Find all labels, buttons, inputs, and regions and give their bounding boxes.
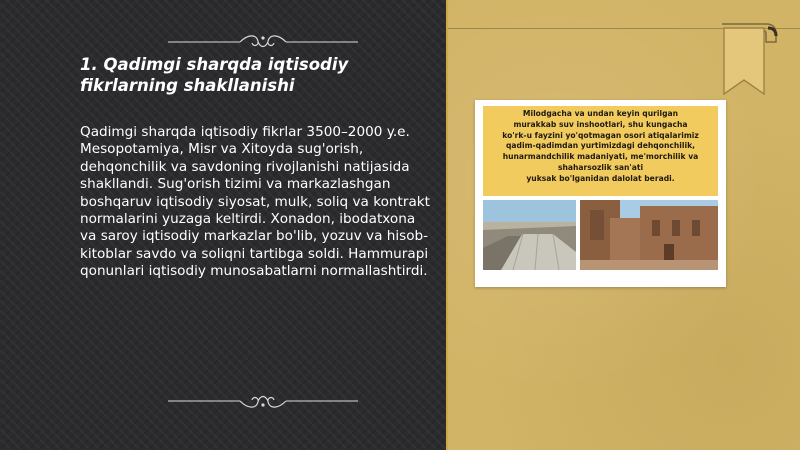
image-caption: Milodgacha va undan keyin qurilgan murakkab suv inshootlari, shu kungacha ko'rk-u fayzini yo'qotmagan osori atiqalarimiz qadim-qadimdan yurtimizdagi dehqonchilik, hunarmandchilik madaniyati, me'morchilik va shaharsozlik san'ati yuksak bo'lganidan dalolat beradi.: [483, 106, 718, 196]
slide-body-text: Qadimgi sharqda iqtisodiy fikrlar 3500–2000 y.e. Mesopotamiya, Misr va Xitoyda sug'orish, dehqonchilik va savdoning rivojlanishi natijasida shakllandi. Sug'orish tizimi va markazlashgan boshqaruv iqtisodiy siyosat, mulk, soliq va kontrakt normalarini yuzaga keltirdi. Xonadon, ibodatxona va saroy iqtisodiy markazlar bo'lib, yozuv va hisob-kitoblar savdo va soliqni tartibga soldi. Hammurapi qonunlari iqtisodiy munosabatlarni normallashtirdi.: [80, 124, 430, 280]
ornament-flourish-bottom-icon: [168, 391, 358, 411]
image-card: [475, 100, 726, 287]
slide-title: 1. Qadimgi sharqda iqtisodiy fikrlarning shakllanishi: [80, 55, 349, 95]
photo-ancient-city-walls: [580, 200, 718, 270]
bookmark-ribbon-icon: [718, 20, 778, 98]
photo-irrigation-structure: [483, 200, 576, 270]
ornament-flourish-top-icon: [168, 32, 358, 52]
